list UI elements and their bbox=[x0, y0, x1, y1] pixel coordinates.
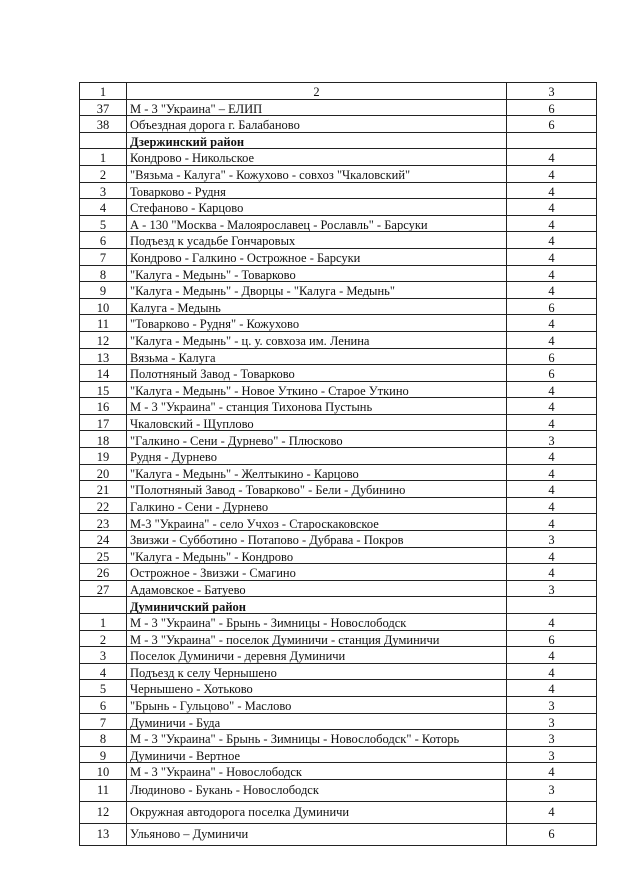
row-number-cell: 7 bbox=[80, 713, 127, 730]
header-col-number: 1 bbox=[80, 83, 127, 100]
row-number-cell: 25 bbox=[80, 547, 127, 564]
category-cell: 3 bbox=[507, 779, 597, 801]
row-number-cell: 8 bbox=[80, 730, 127, 747]
road-name-cell: Ульяново – Думиничи bbox=[127, 823, 507, 845]
table-row bbox=[80, 398, 597, 415]
category-cell: 4 bbox=[507, 514, 597, 531]
row-number-cell: 10 bbox=[80, 763, 127, 780]
category-cell: 6 bbox=[507, 823, 597, 845]
row-number-cell: 5 bbox=[80, 680, 127, 697]
road-name-cell: "Калуга - Медынь" - Кондрово bbox=[127, 547, 507, 564]
table-row bbox=[80, 248, 597, 265]
category-cell: 4 bbox=[507, 497, 597, 514]
table-row bbox=[80, 365, 597, 382]
row-number-cell bbox=[80, 597, 127, 614]
row-number-cell: 1 bbox=[80, 614, 127, 631]
road-name-cell: Чкаловский - Щуплово bbox=[127, 414, 507, 431]
road-name-cell: "Калуга - Медынь" - Дворцы - "Калуга - Медынь" bbox=[127, 282, 507, 299]
category-cell: 4 bbox=[507, 215, 597, 232]
category-cell: 6 bbox=[507, 630, 597, 647]
table-row bbox=[80, 215, 597, 232]
category-cell: 6 bbox=[507, 116, 597, 133]
row-number-cell: 3 bbox=[80, 182, 127, 199]
table-row bbox=[80, 779, 597, 801]
category-cell: 4 bbox=[507, 149, 597, 166]
category-cell: 6 bbox=[507, 365, 597, 382]
road-name-cell: А - 130 "Москва - Малоярославец - Рославль" - Барсуки bbox=[127, 215, 507, 232]
road-name-cell: Кондрово - Никольское bbox=[127, 149, 507, 166]
category-cell: 3 bbox=[507, 696, 597, 713]
road-name-cell: М - 3 "Украина" - поселок Думиничи - станция Думиничи bbox=[127, 630, 507, 647]
table-row bbox=[80, 331, 597, 348]
road-name-cell: "Полотняный Завод - Товарково" - Бели - Дубинино bbox=[127, 481, 507, 498]
row-number-cell: 11 bbox=[80, 779, 127, 801]
row-number-cell: 9 bbox=[80, 746, 127, 763]
row-number-cell: 4 bbox=[80, 199, 127, 216]
category-cell: 4 bbox=[507, 398, 597, 415]
district-name-cell: Дзержинский район bbox=[127, 132, 507, 149]
table-row bbox=[80, 431, 597, 448]
row-number-cell: 17 bbox=[80, 414, 127, 431]
road-name-cell: "Калуга - Медынь" - Товарково bbox=[127, 265, 507, 282]
category-cell: 3 bbox=[507, 713, 597, 730]
road-name-cell: Вязьма - Калуга bbox=[127, 348, 507, 365]
table-row bbox=[80, 497, 597, 514]
table-row bbox=[80, 199, 597, 216]
row-number-cell: 38 bbox=[80, 116, 127, 133]
row-number-cell: 21 bbox=[80, 481, 127, 498]
category-cell: 4 bbox=[507, 663, 597, 680]
category-cell: 4 bbox=[507, 680, 597, 697]
road-name-cell: Подъезд к селу Чернышено bbox=[127, 663, 507, 680]
category-cell: 3 bbox=[507, 746, 597, 763]
table-row bbox=[80, 580, 597, 597]
table-row bbox=[80, 630, 597, 647]
header-col-road-name: 2 bbox=[127, 83, 507, 100]
row-number-cell: 10 bbox=[80, 298, 127, 315]
road-name-cell: Окружная автодорога поселка Думиничи bbox=[127, 801, 507, 823]
road-name-cell: М - 3 "Украина" - Брынь - Зимницы - Новослободск" - Которь bbox=[127, 730, 507, 747]
road-name-cell: Подъезд к усадьбе Гончаровых bbox=[127, 232, 507, 249]
table-row bbox=[80, 165, 597, 182]
table-row bbox=[80, 381, 597, 398]
row-number-cell: 5 bbox=[80, 215, 127, 232]
table-row bbox=[80, 647, 597, 664]
road-name-cell: Острожное - Звизжи - Смагино bbox=[127, 564, 507, 581]
category-cell: 4 bbox=[507, 647, 597, 664]
road-name-cell: "Галкино - Сени - Дурнево" - Плюсково bbox=[127, 431, 507, 448]
row-number-cell: 13 bbox=[80, 348, 127, 365]
row-number-cell: 18 bbox=[80, 431, 127, 448]
table-header-row bbox=[80, 83, 597, 100]
table-row bbox=[80, 182, 597, 199]
category-cell: 4 bbox=[507, 763, 597, 780]
category-cell: 4 bbox=[507, 282, 597, 299]
row-number-cell: 6 bbox=[80, 696, 127, 713]
road-name-cell: Думиничи - Вертное bbox=[127, 746, 507, 763]
road-name-cell: Товарково - Рудня bbox=[127, 182, 507, 199]
row-number-cell: 23 bbox=[80, 514, 127, 531]
category-cell: 4 bbox=[507, 182, 597, 199]
category-cell: 4 bbox=[507, 331, 597, 348]
table-body bbox=[80, 83, 597, 846]
table-row bbox=[80, 348, 597, 365]
category-cell: 4 bbox=[507, 248, 597, 265]
table-row bbox=[80, 713, 597, 730]
category-cell: 4 bbox=[507, 547, 597, 564]
road-name-cell: М-3 "Украина" - село Учхоз - Староскаковское bbox=[127, 514, 507, 531]
row-number-cell: 13 bbox=[80, 823, 127, 845]
category-cell bbox=[507, 132, 597, 149]
table-row bbox=[80, 696, 597, 713]
table-row bbox=[80, 823, 597, 845]
row-number-cell: 20 bbox=[80, 464, 127, 481]
road-name-cell: "Калуга - Медынь" - ц. у. совхоза им. Ленина bbox=[127, 331, 507, 348]
category-cell: 3 bbox=[507, 730, 597, 747]
category-cell: 4 bbox=[507, 481, 597, 498]
road-name-cell: "Вязьма - Калуга" - Кожухово - совхоз "Чкаловский" bbox=[127, 165, 507, 182]
category-cell: 3 bbox=[507, 531, 597, 548]
row-number-cell: 8 bbox=[80, 265, 127, 282]
row-number-cell: 12 bbox=[80, 331, 127, 348]
table-row bbox=[80, 514, 597, 531]
table-row bbox=[80, 564, 597, 581]
district-name-cell: Думиничский район bbox=[127, 597, 507, 614]
road-name-cell: Кондрово - Галкино - Острожное - Барсуки bbox=[127, 248, 507, 265]
category-cell bbox=[507, 597, 597, 614]
road-name-cell: "Брынь - Гульцово" - Маслово bbox=[127, 696, 507, 713]
table-row bbox=[80, 315, 597, 332]
row-number-cell: 16 bbox=[80, 398, 127, 415]
table-row bbox=[80, 116, 597, 133]
table-row bbox=[80, 663, 597, 680]
road-name-cell: М - 3 "Украина" - станция Тихонова Пустынь bbox=[127, 398, 507, 415]
row-number-cell: 15 bbox=[80, 381, 127, 398]
row-number-cell: 11 bbox=[80, 315, 127, 332]
row-number-cell: 2 bbox=[80, 165, 127, 182]
table-row bbox=[80, 801, 597, 823]
table-row bbox=[80, 298, 597, 315]
road-name-cell: Звизжи - Субботино - Потапово - Дубрава - Покров bbox=[127, 531, 507, 548]
category-cell: 6 bbox=[507, 298, 597, 315]
road-name-cell: Рудня - Дурнево bbox=[127, 448, 507, 465]
table-row bbox=[80, 730, 597, 747]
table-row bbox=[80, 448, 597, 465]
row-number-cell: 37 bbox=[80, 99, 127, 116]
row-number-cell: 2 bbox=[80, 630, 127, 647]
category-cell: 4 bbox=[507, 801, 597, 823]
category-cell: 3 bbox=[507, 431, 597, 448]
road-name-cell: "Товарково - Рудня" - Кожухово bbox=[127, 315, 507, 332]
row-number-cell: 14 bbox=[80, 365, 127, 382]
road-name-cell: Поселок Думиничи - деревня Думиничи bbox=[127, 647, 507, 664]
table-row bbox=[80, 99, 597, 116]
category-cell: 3 bbox=[507, 580, 597, 597]
category-cell: 4 bbox=[507, 381, 597, 398]
category-cell: 4 bbox=[507, 564, 597, 581]
road-name-cell: Людиново - Букань - Новослободск bbox=[127, 779, 507, 801]
road-name-cell: Галкино - Сени - Дурнево bbox=[127, 497, 507, 514]
table-row bbox=[80, 547, 597, 564]
row-number-cell: 27 bbox=[80, 580, 127, 597]
road-name-cell: М - 3 "Украина" - Брынь - Зимницы - Новослободск bbox=[127, 614, 507, 631]
table-row bbox=[80, 282, 597, 299]
row-number-cell: 9 bbox=[80, 282, 127, 299]
row-number-cell bbox=[80, 132, 127, 149]
road-name-cell: Полотняный Завод - Товарково bbox=[127, 365, 507, 382]
road-name-cell: М - 3 "Украина" – ЕЛИП bbox=[127, 99, 507, 116]
category-cell: 4 bbox=[507, 265, 597, 282]
district-section-row bbox=[80, 132, 597, 149]
table-row bbox=[80, 746, 597, 763]
table-row bbox=[80, 614, 597, 631]
road-name-cell: М - 3 "Украина" - Новослободск bbox=[127, 763, 507, 780]
row-number-cell: 24 bbox=[80, 531, 127, 548]
category-cell: 4 bbox=[507, 315, 597, 332]
table-row bbox=[80, 232, 597, 249]
category-cell: 6 bbox=[507, 348, 597, 365]
road-name-cell: Калуга - Медынь bbox=[127, 298, 507, 315]
road-list-table bbox=[79, 82, 597, 846]
row-number-cell: 19 bbox=[80, 448, 127, 465]
table-row bbox=[80, 531, 597, 548]
road-name-cell: Стефаново - Карцово bbox=[127, 199, 507, 216]
category-cell: 4 bbox=[507, 448, 597, 465]
table-row bbox=[80, 149, 597, 166]
category-cell: 4 bbox=[507, 165, 597, 182]
road-name-cell: Объездная дорога г. Балабаново bbox=[127, 116, 507, 133]
road-name-cell: Чернышено - Хотьково bbox=[127, 680, 507, 697]
table-row bbox=[80, 481, 597, 498]
row-number-cell: 3 bbox=[80, 647, 127, 664]
table-row bbox=[80, 414, 597, 431]
row-number-cell: 4 bbox=[80, 663, 127, 680]
road-name-cell: "Калуга - Медынь" - Желтыкино - Карцово bbox=[127, 464, 507, 481]
road-name-cell: Думиничи - Буда bbox=[127, 713, 507, 730]
table-row bbox=[80, 680, 597, 697]
table-row bbox=[80, 265, 597, 282]
category-cell: 4 bbox=[507, 199, 597, 216]
road-name-cell: "Калуга - Медынь" - Новое Уткино - Старое Уткино bbox=[127, 381, 507, 398]
row-number-cell: 12 bbox=[80, 801, 127, 823]
header-col-category: 3 bbox=[507, 83, 597, 100]
row-number-cell: 7 bbox=[80, 248, 127, 265]
category-cell: 4 bbox=[507, 464, 597, 481]
row-number-cell: 6 bbox=[80, 232, 127, 249]
table-row bbox=[80, 464, 597, 481]
road-name-cell: Адамовское - Батуево bbox=[127, 580, 507, 597]
table-row bbox=[80, 763, 597, 780]
row-number-cell: 22 bbox=[80, 497, 127, 514]
category-cell: 6 bbox=[507, 99, 597, 116]
category-cell: 4 bbox=[507, 414, 597, 431]
row-number-cell: 26 bbox=[80, 564, 127, 581]
category-cell: 4 bbox=[507, 232, 597, 249]
row-number-cell: 1 bbox=[80, 149, 127, 166]
category-cell: 4 bbox=[507, 614, 597, 631]
district-section-row bbox=[80, 597, 597, 614]
